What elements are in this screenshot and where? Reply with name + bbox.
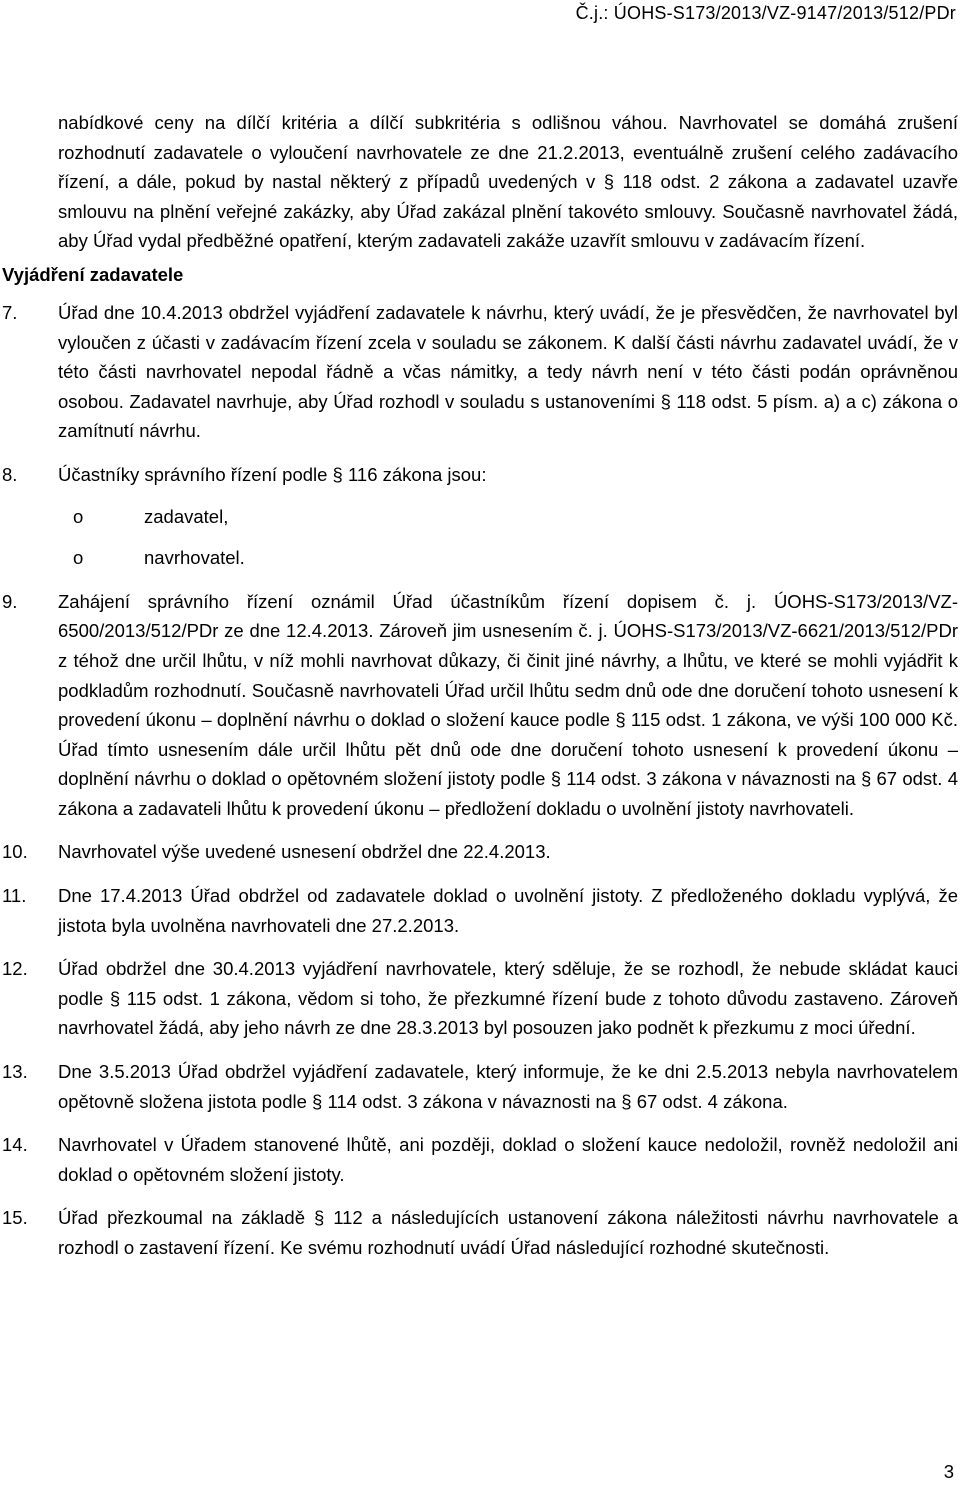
paragraph-text: Účastníky správního řízení podle § 116 zákona jsou: xyxy=(58,463,487,485)
bullet-icon: o xyxy=(73,547,84,569)
document-reference: Č.j.: ÚOHS-S173/2013/VZ-9147/2013/512/PDr xyxy=(575,3,956,23)
paragraph-8 xyxy=(2,460,958,573)
bullet-icon: o xyxy=(73,505,84,527)
paragraph-text: Navrhovatel v Úřadem stanovené lhůtě, ani později, doklad o složení kauce nedoložil, rovněž nedoložil ani doklad o opětovném složení jistoty. xyxy=(58,1134,958,1185)
paragraph-number: 15. xyxy=(2,1207,28,1229)
paragraph-11 xyxy=(2,881,958,940)
paragraph-14 xyxy=(2,1130,958,1189)
paragraph-7 xyxy=(2,298,958,446)
participant-item xyxy=(58,543,958,573)
paragraph-12 xyxy=(2,954,958,1043)
paragraph-number: 11. xyxy=(2,885,27,907)
paragraph-text: Úřad dne 10.4.2013 obdržel vyjádření zadavatele k návrhu, který uvádí, že je přesvědčen, že navrhovatel byl vyloučen z účasti v zadávacím řízení zcela v souladu se zákonem. K další části návrhu zadavatel uvádí, že v této části navrhovatel nepodal řádně a včas námitky, a tedy návrh není v této části podán oprávněnou osobou. Zadavatel navrhuje, aby Úřad rozhodl v souladu s ustanoveními § 118 odst. 5 písm. a) a c) zákona o zamítnutí návrhu. xyxy=(58,301,958,442)
paragraph-text: Úřad přezkoumal na základě § 112 a následujících ustanovení zákona náležitosti návrhu navrhovatele a rozhodl o zastavení řízení. Ke svému rozhodnutí uvádí Úřad následující rozhodné skutečnosti. xyxy=(58,1207,958,1258)
paragraph-number: 14. xyxy=(2,1134,28,1156)
participant-item xyxy=(58,502,958,532)
paragraph-13 xyxy=(2,1057,958,1116)
paragraph-number: 7. xyxy=(2,301,18,323)
paragraph-number: 8. xyxy=(2,463,18,485)
participant-text: zadavatel, xyxy=(144,505,229,527)
paragraph-text: Navrhovatel výše uvedené usnesení obdržel dne 22.4.2013. xyxy=(58,841,551,863)
section-heading: Vyjádření zadavatele xyxy=(2,263,184,285)
participant-text: navrhovatel. xyxy=(144,547,245,569)
paragraph-number: 12. xyxy=(2,958,28,980)
paragraph-10 xyxy=(2,837,958,867)
paragraph-number: 13. xyxy=(2,1061,28,1083)
paragraph-number: 10. xyxy=(2,841,28,863)
page-number: 3 xyxy=(943,1461,954,1482)
paragraph-number: 9. xyxy=(2,590,18,612)
paragraph-text: Zahájení správního řízení oznámil Úřad účastníkům řízení dopisem č. j. ÚOHS-S173/2013/VZ-6500/2013/512/PDr ze dne 12.4.2013. Zároveň jim usnesením č. j. ÚOHS-S173/2013/VZ-6621/2013/512/PDr z téhož dne určil lhůtu, v níž mohli navrhovat důkazy, či činit jiné návrhy, a lhůtu, ve které se mohli vyjádřit k podkladům rozhodnutí. Současně navrhovateli Úřad určil lhůtu sedm dnů ode dne doručení tohoto usnesení k provedení úkonu – doplnění návrhu o doklad o složení kauce podle § 115 odst. 1 zákona, ve výši 100 000 Kč. Úřad tímto usnesením dále určil lhůtu pět dnů ode dne doručení tohoto usnesení k provedení úkonu – doplnění návrhu o doklad o opětovném složení jistoty podle § 114 odst. 3 zákona v návaznosti na § 67 odst. 4 zákona a zadavateli lhůtu k provedení úkonu – předložení dokladu o uvolnění jistoty navrhovateli. xyxy=(58,590,958,819)
paragraph-text: Dne 17.4.2013 Úřad obdržel od zadavatele doklad o uvolnění jistoty. Z předloženého dokladu vyplývá, že jistota byla uvolněna navrhovateli dne 27.2.2013. xyxy=(58,885,958,936)
document-body xyxy=(2,108,958,1277)
paragraph-15 xyxy=(2,1203,958,1262)
intro-paragraph: nabídkové ceny na dílčí kritéria a dílčí subkritéria s odlišnou váhou. Navrhovatel se domáhá zrušení rozhodnutí zadavatele o vyloučení navrhovatele ze dne 21.2.2013, eventuálně zrušení celého zadávacího řízení, a dále, pokud by nastal některý z případů uvedených v § 118 odst. 2 zákona a zadavatel uzavře smlouvu na plnění veřejné zakázky, aby Úřad zakázal plnění takovéto smlouvy. Současně navrhovatel žádá, aby Úřad vydal předběžné opatření, kterým zadavateli zakáže uzavřít smlouvu v zadávacím řízení. xyxy=(58,112,958,252)
paragraph-text: Dne 3.5.2013 Úřad obdržel vyjádření zadavatele, který informuje, že ke dni 2.5.2013 nebyla navrhovatelem opětovně složena jistota podle § 114 odst. 3 zákona v návaznosti na § 67 odst. 4 zákona. xyxy=(58,1061,958,1112)
paragraph-text: Úřad obdržel dne 30.4.2013 vyjádření navrhovatele, který sděluje, že se rozhodl, že nebude skládat kauci podle § 115 odst. 1 zákona, vědom si toho, že přezkumné řízení bude z tohoto důvodu zastaveno. Zároveň navrhovatel žádá, aby jeho návrh ze dne 28.3.2013 byl posouzen jako podnět k přezkumu z moci úřední. xyxy=(58,958,958,1039)
paragraph-9 xyxy=(2,587,958,824)
